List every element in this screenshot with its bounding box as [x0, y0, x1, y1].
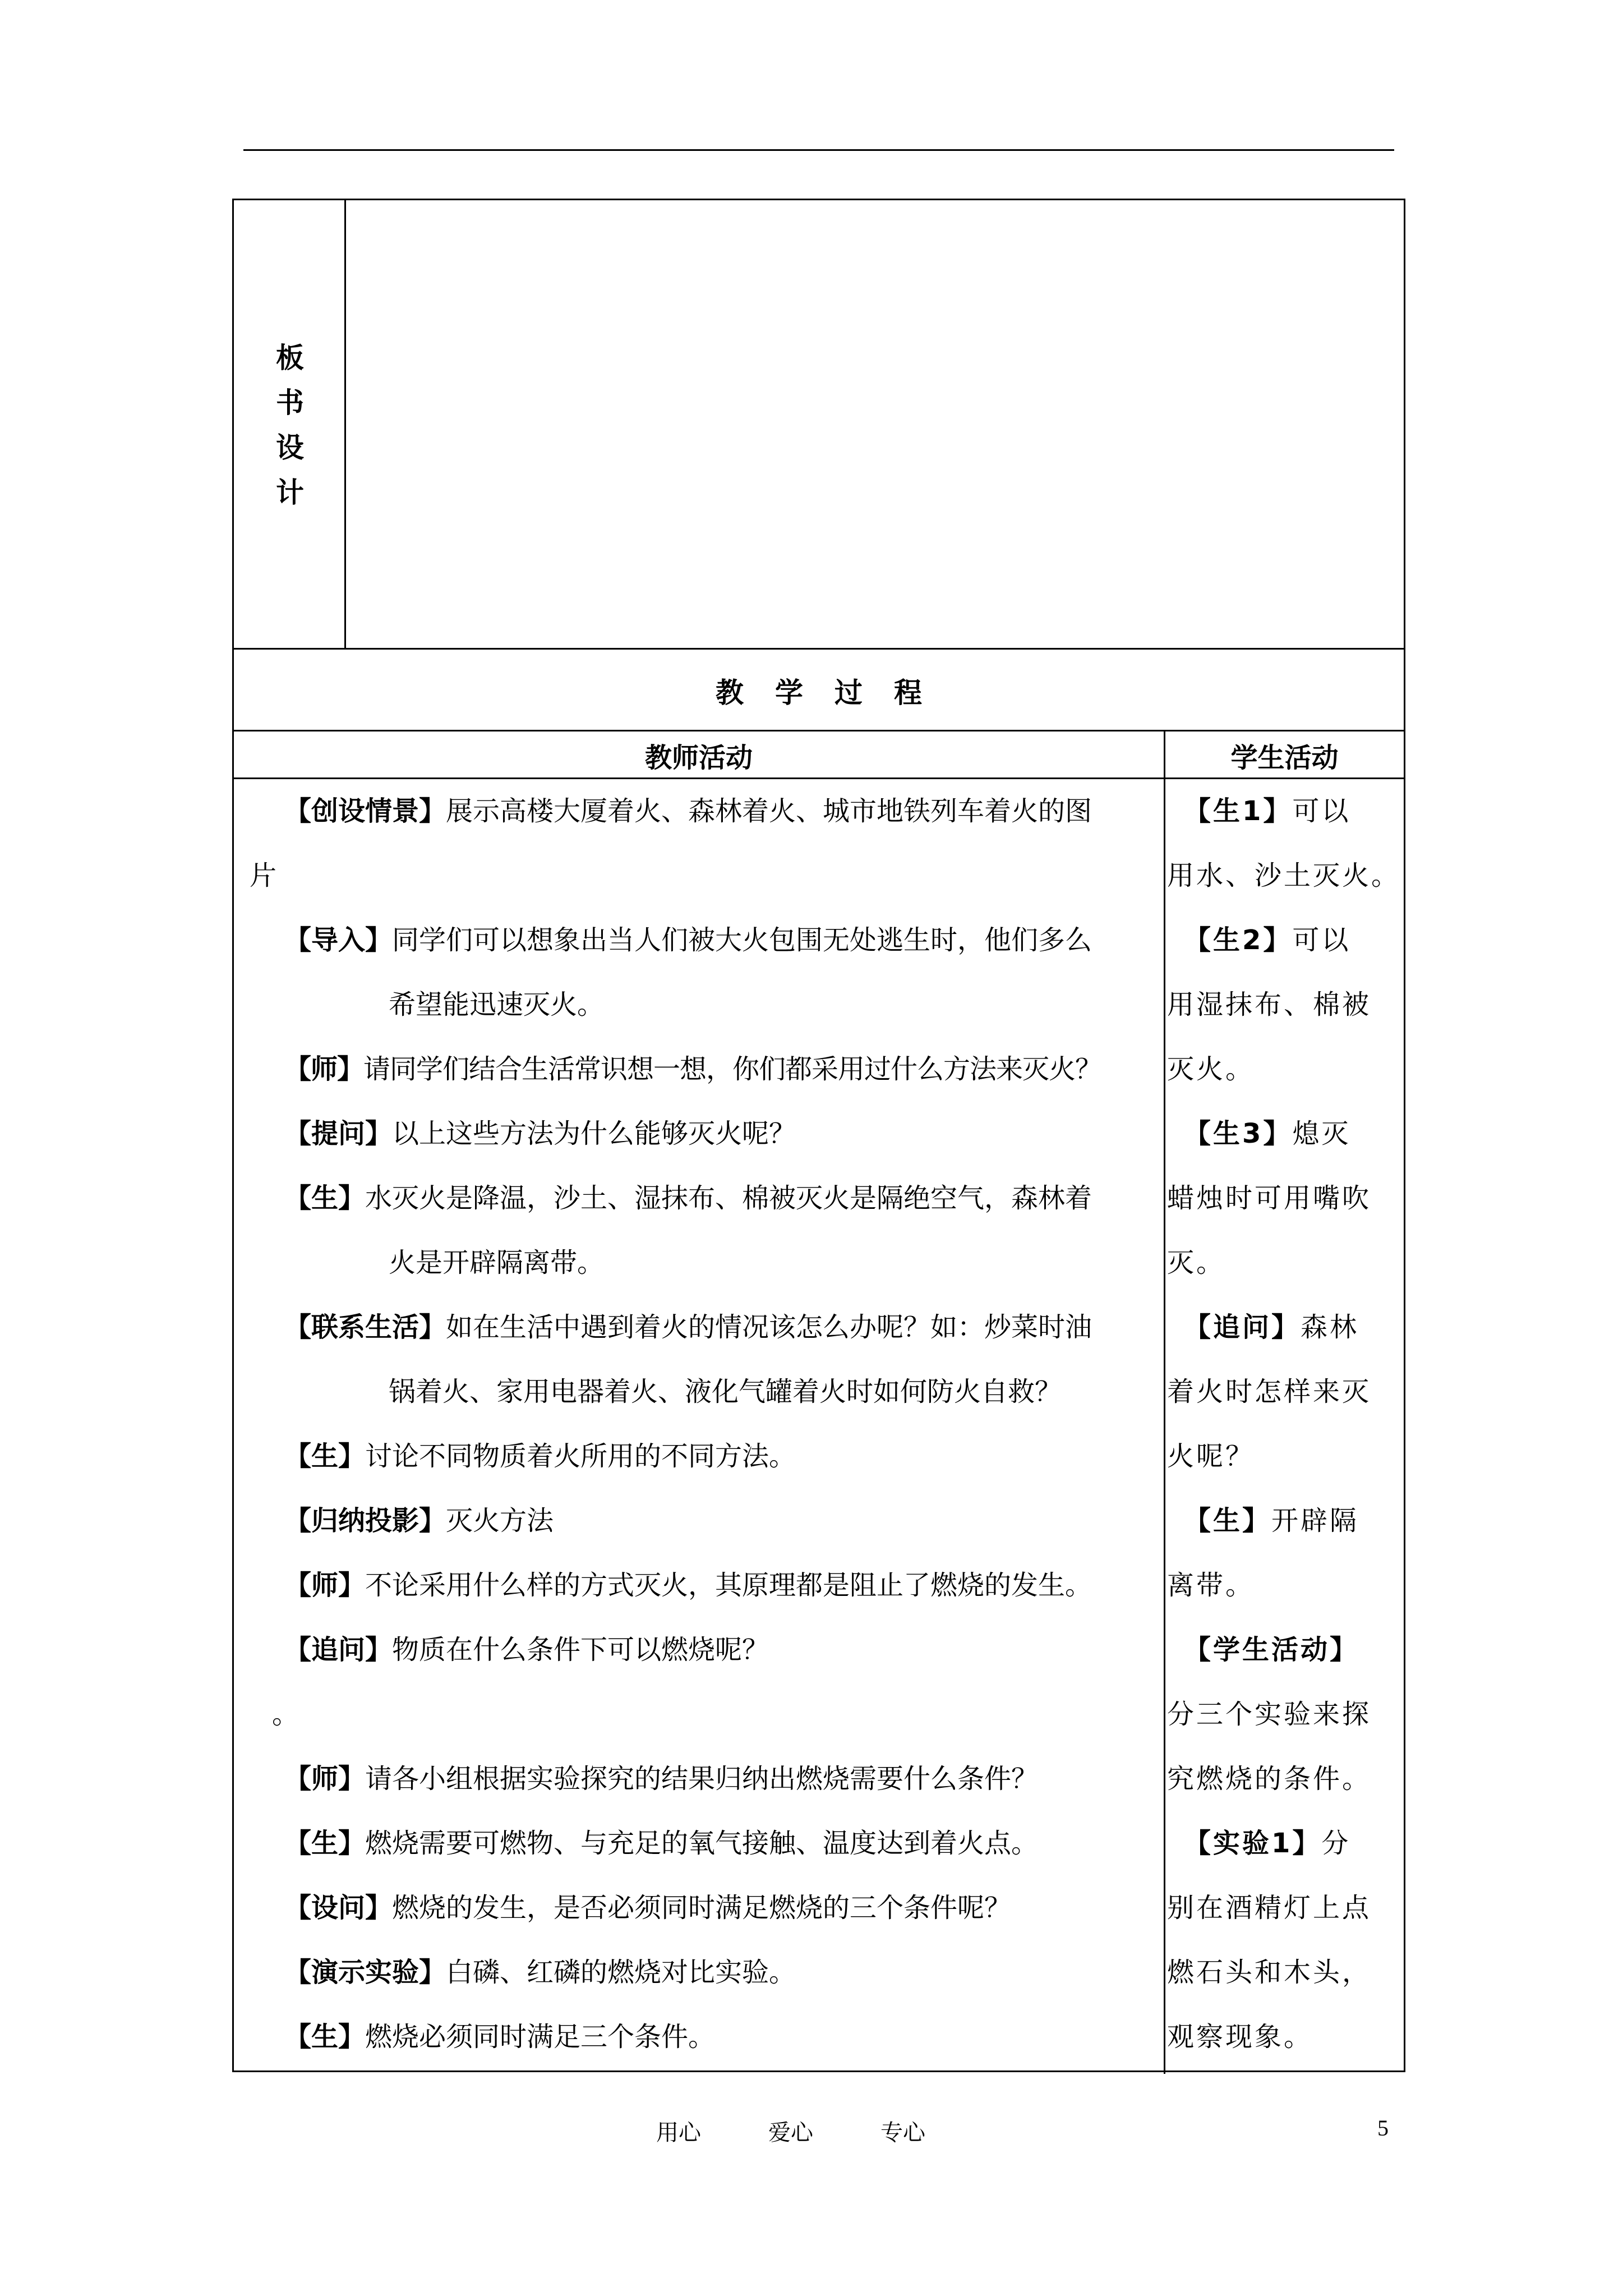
student-line: 火呢？	[1167, 1441, 1255, 1472]
teacher-line: 【归纳投影】灭火方法	[284, 1505, 554, 1536]
teacher-line: 火是开辟隔离带。	[389, 1247, 605, 1278]
teacher-activity-column	[250, 779, 1152, 2069]
teacher-line: 片	[250, 860, 277, 891]
page-footer	[0, 2115, 1623, 2148]
teaching-process-title: 教学过程	[716, 677, 953, 709]
student-line: 分三个实验来探	[1167, 1699, 1372, 1730]
board-design-content	[346, 200, 1404, 648]
teacher-line: 【设问】燃烧的发生，是否必须同时满足燃烧的三个条件呢？	[284, 1892, 1012, 1924]
teacher-line: 锅着火、家用电器着火、液化气罐着火时如何防火自救？	[389, 1376, 1062, 1407]
student-line: 着火时怎样来灭	[1167, 1376, 1372, 1407]
teacher-activity-header: 教师活动	[644, 742, 753, 774]
teacher-line: 【联系生活】如在生活中遇到着火的情况该怎么办呢？如：炒菜时油	[284, 1312, 1092, 1343]
student-line: 【学生活动】	[1184, 1634, 1359, 1665]
teacher-line: 【提问】以上这些方法为什么能够灭火呢？	[284, 1118, 796, 1149]
student-line: 【生】开辟隔	[1184, 1505, 1359, 1536]
board-label-char: 设	[276, 431, 304, 464]
teacher-line: 【生】讨论不同物质着火所用的不同方法。	[284, 1441, 796, 1472]
teacher-line: 【导入】同学们可以想象出当人们被大火包围无处逃生时，他们多么	[284, 924, 1092, 956]
board-design-label	[234, 200, 346, 650]
student-line: 蜡烛时可用嘴吹	[1167, 1182, 1372, 1214]
student-line: 用湿抹布、棉被	[1167, 989, 1372, 1020]
teacher-line: 【生】燃烧需要可燃物、与充足的氧气接触、温度达到着火点。	[284, 1828, 1039, 1859]
student-line: 别在酒精灯上点	[1167, 1892, 1372, 1924]
teacher-line: 【师】请各小组根据实验探究的结果归纳出燃烧需要什么条件？	[284, 1763, 1039, 1795]
student-activity-header: 学生活动	[1230, 742, 1339, 774]
activity-column-divider	[1164, 730, 1165, 2074]
motto-word: 爱心	[768, 2120, 813, 2146]
teacher-line: 希望能迅速灭火。	[389, 989, 605, 1020]
student-line: 燃石头和木头，	[1167, 1957, 1372, 1988]
teacher-line: 【师】请同学们结合生活常识想一想，你们都采用过什么方法来灭火？	[284, 1053, 1102, 1085]
student-line: 究燃烧的条件。	[1167, 1763, 1372, 1795]
teacher-line: 。	[272, 1699, 299, 1730]
student-line: 观察现象。	[1167, 2021, 1313, 2053]
student-line: 【实验1】分	[1184, 1828, 1351, 1859]
footer-motto	[656, 2115, 925, 2147]
teacher-line: 【追问】物质在什么条件下可以燃烧呢？	[284, 1634, 769, 1665]
teacher-line: 【演示实验】白磷、红磷的燃烧对比实验。	[284, 1957, 796, 1988]
student-line: 【生1】可以	[1184, 795, 1351, 827]
board-label-char: 书	[276, 386, 304, 419]
student-line: 用水、沙土灭火。	[1167, 860, 1401, 891]
student-line: 灭。	[1167, 1247, 1226, 1278]
teacher-line: 【生】燃烧必须同时满足三个条件。	[284, 2021, 716, 2053]
student-line: 灭火。	[1167, 1053, 1255, 1085]
motto-word: 专心	[880, 2120, 925, 2146]
lesson-plan-table	[232, 199, 1405, 2072]
board-label-char: 板	[276, 341, 304, 374]
student-activity-column	[1167, 779, 1401, 2069]
student-line: 【生3】熄灭	[1184, 1118, 1351, 1149]
header-rule	[243, 149, 1394, 151]
teacher-line: 【师】不论采用什么样的方式灭火，其原理都是阻止了燃烧的发生。	[284, 1570, 1092, 1601]
motto-word: 用心	[656, 2120, 701, 2146]
teacher-line: 【创设情景】展示高楼大厦着火、森林着火、城市地铁列车着火的图	[284, 795, 1092, 827]
page-number: 5	[1377, 2115, 1389, 2141]
teacher-line: 【生】水灭火是降温，沙土、湿抹布、棉被灭火是隔绝空气，森林着	[284, 1182, 1092, 1214]
student-line: 【生2】可以	[1184, 924, 1351, 956]
student-line: 离带。	[1167, 1570, 1255, 1601]
student-line: 【追问】森林	[1184, 1312, 1359, 1343]
board-label-char: 计	[276, 476, 304, 509]
